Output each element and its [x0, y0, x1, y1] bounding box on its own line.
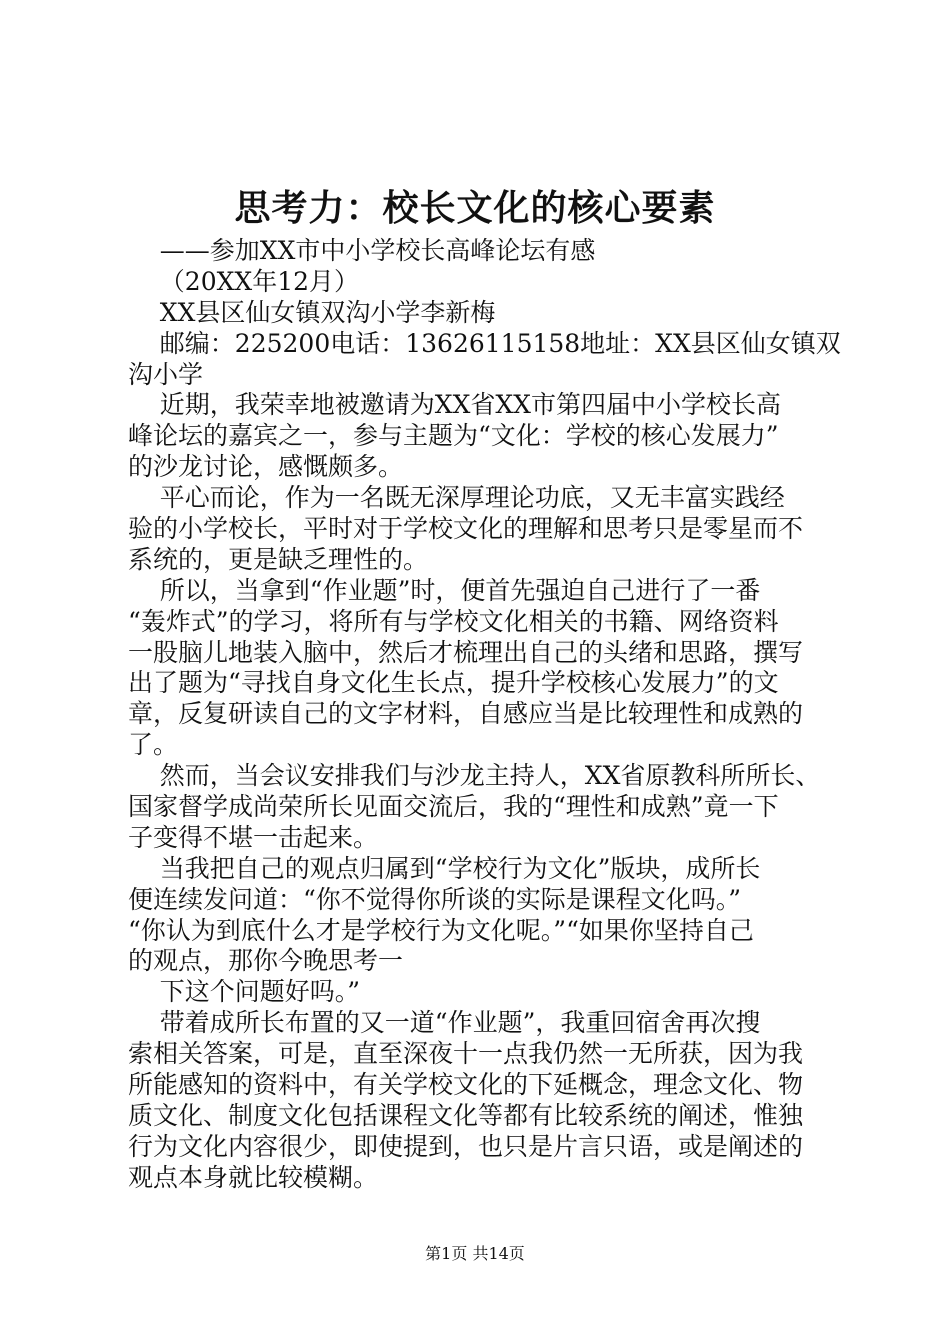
body-line: 观点本身就比较模糊。 [128, 1162, 379, 1192]
body-line: 验的小学校长，平时对于学校文化的理解和思考只是零星而不 [128, 514, 804, 544]
body-line: 峰论坛的嘉宾之一，参与主题为“文化：学校的核心发展力” [128, 421, 779, 451]
body-line: 系统的，更是缺乏理性的。 [128, 544, 429, 574]
body-line: 下这个问题好吗。” [128, 977, 361, 1007]
body-line: 然而，当会议安排我们与沙龙主持人，XX省原教科所所长、 [128, 761, 821, 791]
body-line: 带着成所长布置的又一道“作业题”，我重回宿舍再次搜 [128, 1008, 761, 1038]
body-line: 出了题为“寻找自身文化生长点，提升学校核心发展力”的文 [128, 668, 779, 698]
body-line: 国家督学成尚荣所长见面交流后，我的“理性和成熟”竟一下 [128, 792, 779, 822]
body-line: 子变得不堪一击起来。 [128, 822, 379, 852]
body-line: 所以，当拿到“作业题”时，便首先强迫自己进行了一番 [128, 575, 761, 605]
body-line: 近期，我荣幸地被邀请为XX省XX市第四届中小学校长高 [128, 390, 781, 420]
body-line: XX县区仙女镇双沟小学李新梅 [128, 297, 496, 327]
document-body [128, 236, 841, 1194]
body-line: 行为文化内容很少，即使提到，也只是片言只语，或是阐述的 [128, 1131, 804, 1161]
body-line: “你认为到底什么才是学校行为文化呢。”“如果你坚持自己 [128, 915, 754, 945]
body-line: 质文化、制度文化包括课程文化等都有比较系统的阐述，惟独 [128, 1100, 804, 1130]
document-title: 思考力：校长文化的核心要素 [234, 187, 716, 229]
body-line: 一股脑儿地装入脑中，然后才梳理出自己的头绪和思路，撰写 [128, 637, 804, 667]
body-line: “轰炸式”的学习，将所有与学校文化相关的书籍、网络资料 [128, 606, 779, 636]
body-line: 所能感知的资料中，有关学校文化的下延概念，理念文化、物 [128, 1070, 804, 1100]
body-line: 的沙龙讨论，感慨颇多。 [128, 452, 404, 482]
body-line: 了。 [128, 730, 179, 760]
body-line: 邮编：225200电话：13626115158地址：XX县区仙女镇双 [128, 328, 841, 358]
body-line: 沟小学 [128, 359, 204, 389]
body-line: 索相关答案，可是，直至深夜十一点我仍然一无所获，因为我 [128, 1039, 804, 1069]
page-footer: 第1页 共14页 [425, 1244, 525, 1263]
body-line: ——参加XX市中小学校长高峰论坛有感 [128, 236, 596, 265]
body-line: 章，反复研读自己的文字材料，自感应当是比较理性和成熟的 [128, 699, 804, 729]
body-line: 平心而论，作为一名既无深厚理论功底，又无丰富实践经 [128, 483, 785, 513]
body-line: 便连续发问道：“你不觉得你所谈的实际是课程文化吗。” [128, 884, 742, 914]
body-line: （20XX年12月） [128, 266, 360, 296]
body-line: 当我把自己的观点归属到“学校行为文化”版块，成所长 [128, 853, 761, 883]
body-line: 的观点，那你今晚思考一 [128, 946, 404, 976]
